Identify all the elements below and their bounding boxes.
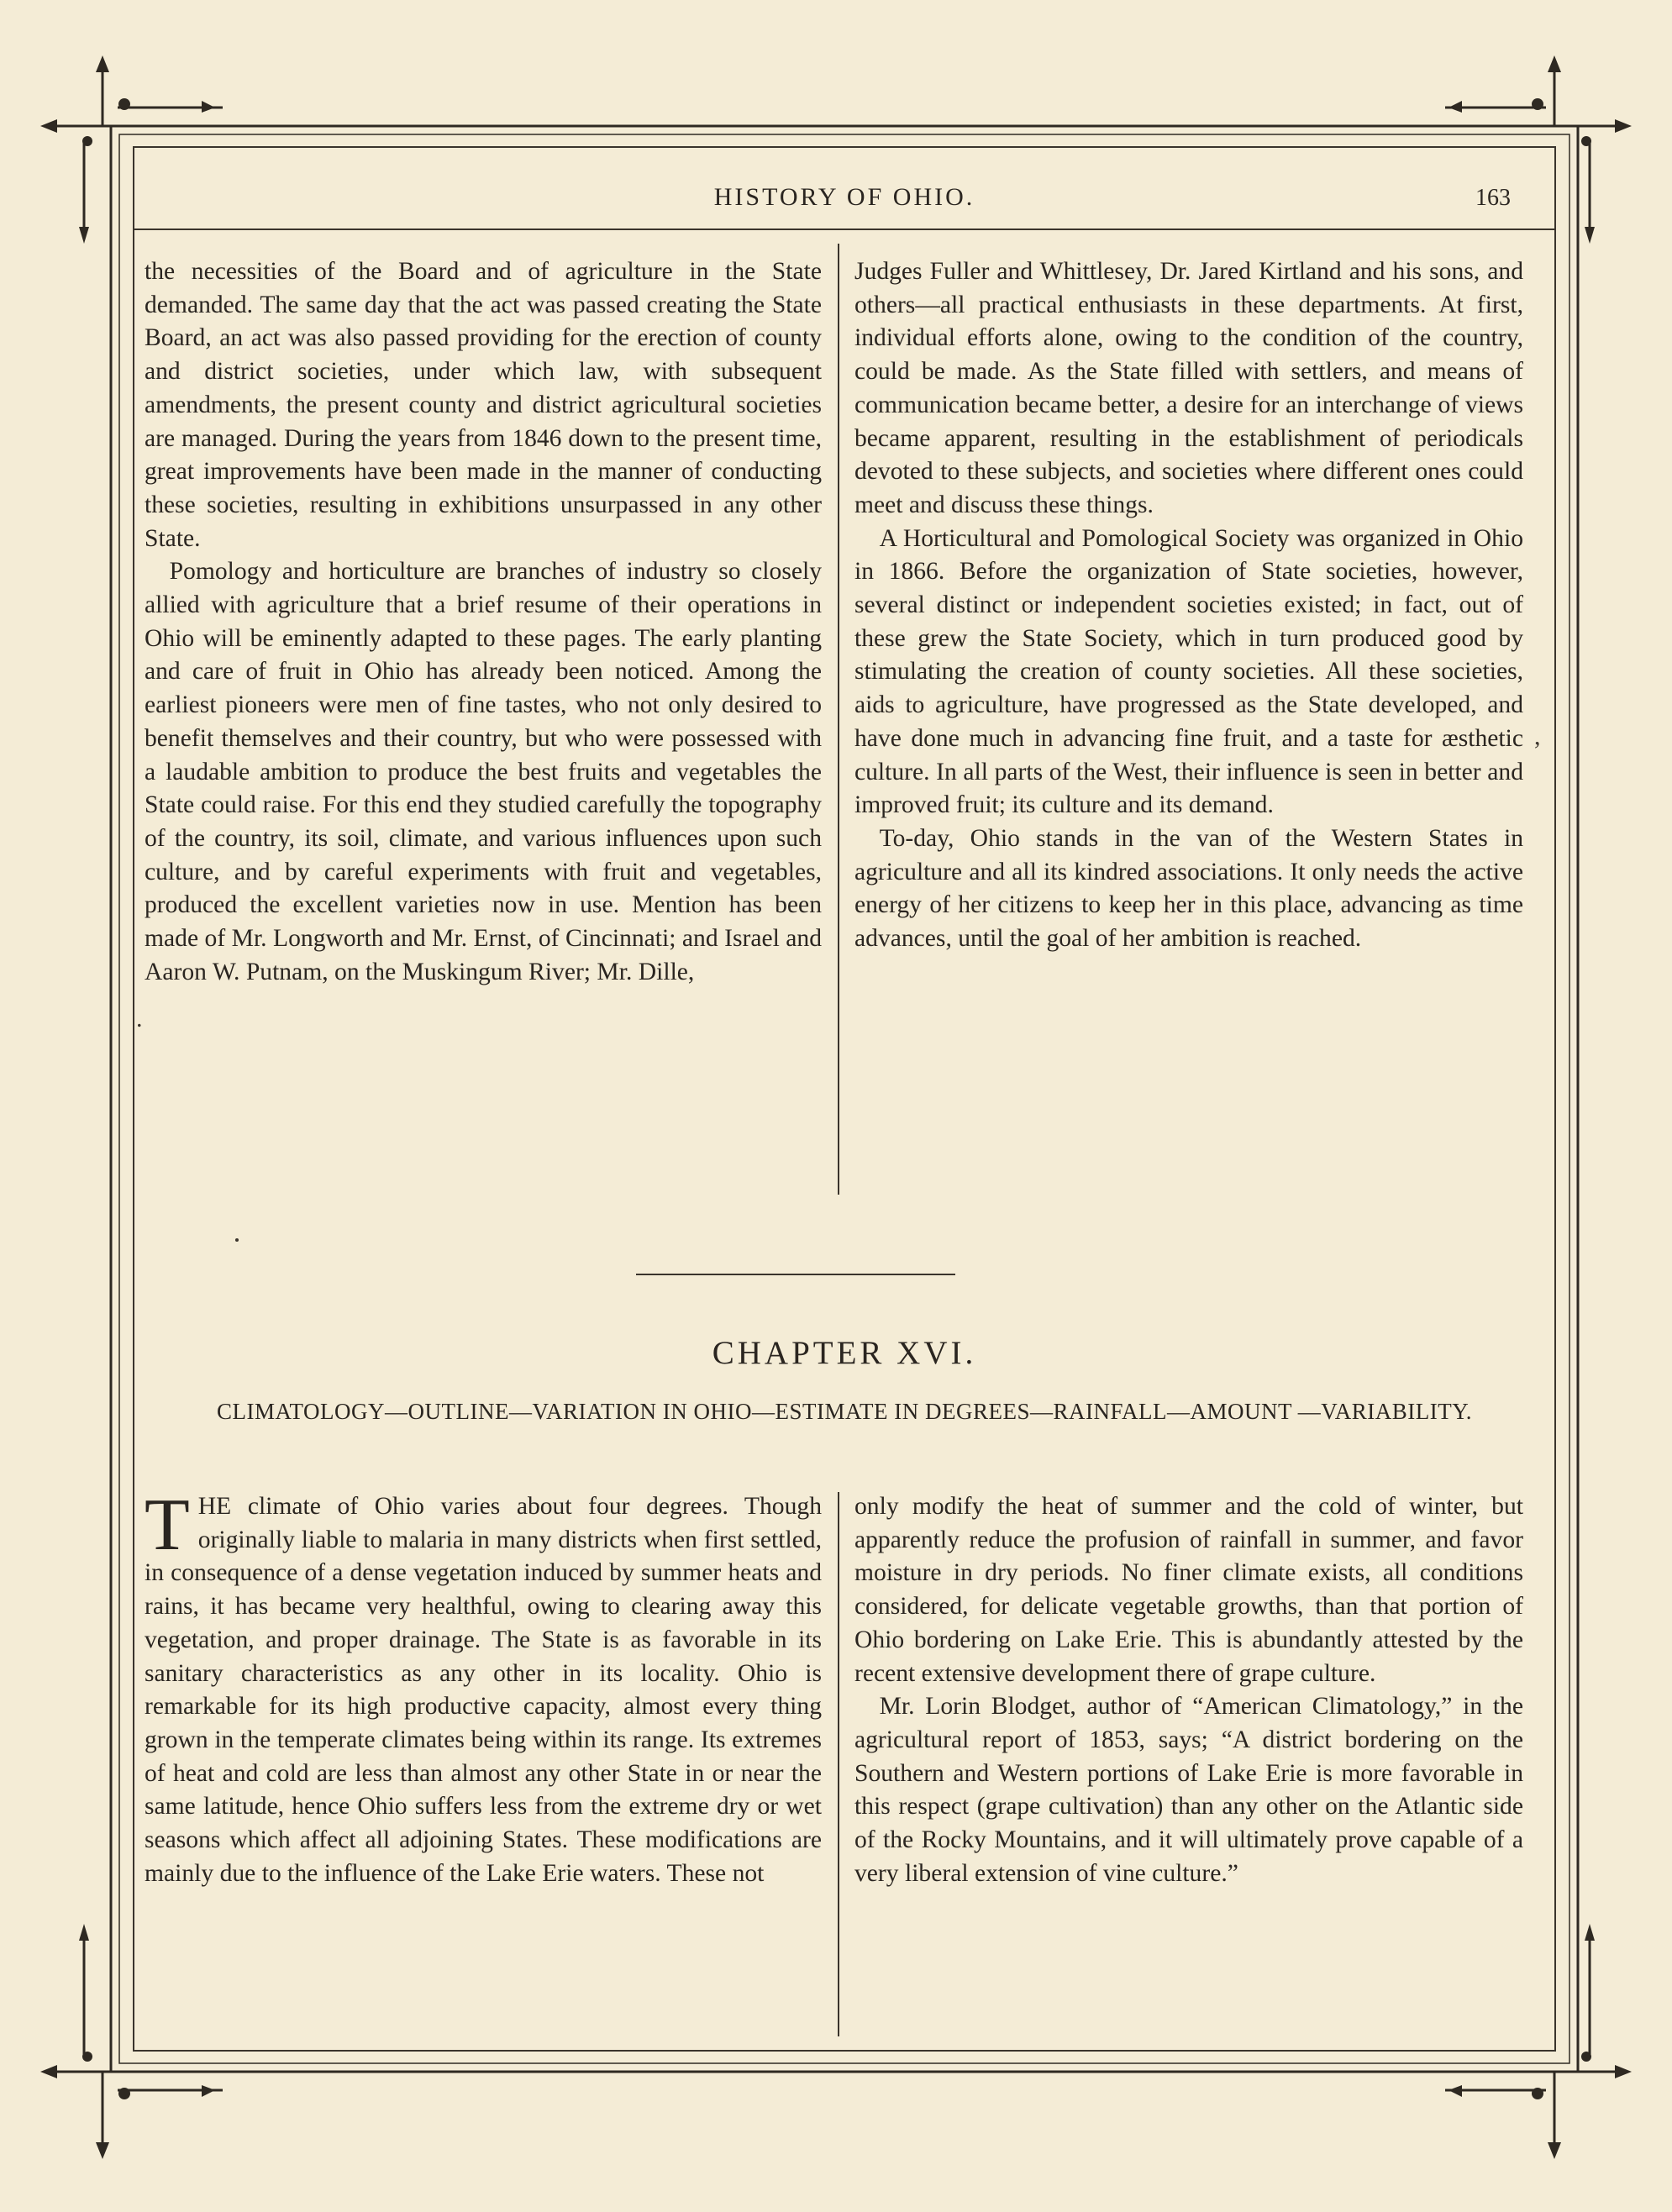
paragraph: Pomology and horticulture are branches of industry so closely allied with agriculture that a brief resume of their operations in Ohio will be eminently adapted to these pages. The early planting and care of fruit in Ohio has already been noticed. Among the earliest pioneers were men of fine tastes, who not only desired to benefit themselves and their country, but who were possessed with a laudable ambition to produce the best fruits and vegetables the State could raise. For this end they studied carefully the topography of the country, its soil, climate, and various influences upon such culture, and by careful experiments with fruit and vegetables, produced the excellent varieties now in use. Mention has been made of Mr. Longworth and Mr. Ernst, of Cincinnati; and Israel and Aaron W. Putnam, on the Muskingum River; Mr. Dille, [145, 558, 822, 985]
paragraph: Judges Fuller and Whittlesey, Dr. Jared Kirtland and his sons, and others—all practical enthusiasts in these departments. At first, individual efforts alone, owing to the condition of the country, could be made. As the State filled with settlers, and means of communication became better, a desire for an interchange of views became apparent, resulting in the establishment of periodicals devoted to these subjects, and societies where different ones could meet and discuss these things. [854, 258, 1523, 518]
running-header [133, 183, 1556, 217]
margin-dot-mark: . [136, 1005, 143, 1032]
top-left-column [145, 255, 822, 1210]
bottom-left-column [145, 1490, 822, 2045]
paragraph [145, 1490, 822, 1890]
bottom-right-column [854, 1490, 1523, 2045]
paragraph: Mr. Lorin Blodget, author of “American Climatology,” in the agricultural report of 1853, says; “A district bordering on the Southern and Western portions of Lake Erie is more favorable in this respect (grape cultivation) than any other on the Atlantic side of the Rocky Mountains, and it will ultimately prove capable of a very liberal extension of vine culture.” [854, 1693, 1523, 1887]
printer-mark-dot [235, 1238, 239, 1242]
top-right-column [854, 255, 1523, 1210]
top-column-divider [838, 244, 839, 1195]
running-title: HISTORY OF OHIO. [713, 183, 975, 211]
chapter-subtitle: CLIMATOLOGY—OUTLINE—VARIATION IN OHIO—ESTIMATE IN DEGREES—RAINFALL—AMOUNT —VARIABILITY. [217, 1399, 1472, 1424]
paragraph: To-day, Ohio stands in the van of the Western States in agriculture and all its kindred associations. It only needs the active energy of her citizens to keep her in this place, advancing as time advances, until the goal of her ambition is reached. [854, 824, 1523, 953]
bottom-column-divider [838, 1492, 839, 2036]
paragraph-text: HE climate of Ohio varies about four degrees. Though originally liable to malaria in many districts when first settled, in consequence of a dense vegetation induced by summer heats and rains, it has became very healthful, owing to clearing away this vegetation, and proper drainage. The State is as favorable in its sanitary characteristics as any other in its locality. Ohio is remarkable for its high productive capacity, almost every thing grown in the temperate climates being within its range. Its extremes of heat and cold are less than almost any other State in or near the same latitude, hence Ohio suffers less from the extreme dry or wet seasons which affect all adjoining States. These modifications are mainly due to the influence of the Lake Erie waters. These not [145, 1493, 822, 1887]
margin-comma-mark: , [1534, 722, 1541, 750]
paragraph: A Horticultural and Pomological Society was organized in Ohio in 1866. Before the organization of State societies, however, several distinct or independent societies existed; in fact, out of these grew the State Society, which in turn produced good by stimulating the creation of county societies. All these societies, aids to agriculture, have progressed as the State developed, and have done much in advancing fine fruit, and a taste for æsthetic culture. In all parts of the West, their influence is seen in better and improved fruit; its culture and its demand. [854, 524, 1523, 819]
chapter-title: CHAPTER XVI. [712, 1335, 977, 1371]
page-number: 163 [1475, 185, 1511, 211]
header-rule [133, 229, 1556, 230]
drop-cap: T [145, 1490, 190, 1566]
paragraph: the necessities of the Board and of agriculture in the State demanded. The same day that the act was passed creating the State Board, an act was also passed providing for the erection of county and district societies, under which law, with subsequent amendments, the present county and district agricultural societies are managed. During the years from 1846 down to the present time, great improvements have been made in the manner of conducting these societies, resulting in exhibitions unsurpassed in any other State. [145, 258, 822, 552]
section-separator-rule [636, 1274, 955, 1275]
paragraph: only modify the heat of summer and the cold of winter, but apparently reduce the profusion of rainfall in summer, and favor moisture in dry periods. No finer climate exists, all conditions considered, for delicate vegetable growths, than that portion of Ohio bordering on Lake Erie. This is abundantly attested by the recent extensive development there of grape culture. [854, 1493, 1523, 1687]
